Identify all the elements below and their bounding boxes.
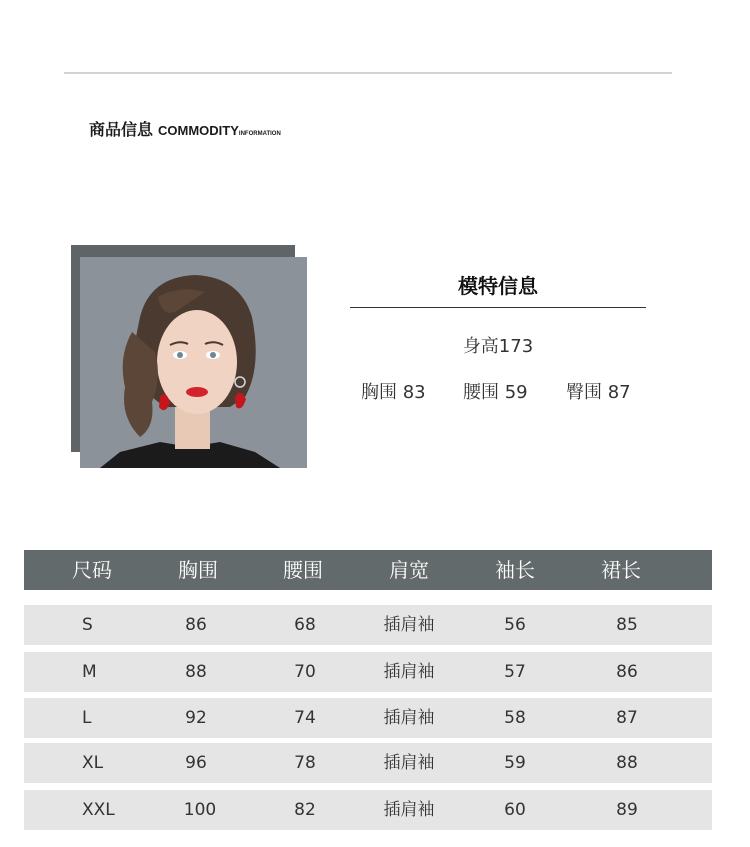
- cell-shoulder: 插肩袖: [383, 708, 435, 728]
- cell-skirt-length: 87: [616, 708, 638, 728]
- cell-waist: 78: [294, 753, 316, 773]
- cell-size: M: [82, 662, 97, 682]
- cell-sleeve: 57: [504, 662, 526, 682]
- cell-size: XXL: [82, 800, 115, 820]
- cell-waist: 68: [294, 615, 316, 635]
- cell-bust: 92: [185, 708, 207, 728]
- header-waist: 腰围: [283, 558, 323, 582]
- table-row: [24, 743, 712, 783]
- section-title-en: COMMODITY: [158, 123, 239, 138]
- model-height: 身高173: [462, 336, 534, 357]
- header-bust: 胸围: [178, 558, 218, 582]
- cell-shoulder: 插肩袖: [383, 753, 435, 773]
- cell-waist: 74: [294, 708, 316, 728]
- cell-sleeve: 58: [504, 708, 526, 728]
- cell-bust: 96: [185, 753, 207, 773]
- header-skirt-length: 裙长: [601, 558, 641, 582]
- cell-sleeve: 59: [504, 753, 526, 773]
- table-row: [24, 790, 712, 830]
- model-info-title: 模特信息: [458, 274, 538, 298]
- section-title-en-small: INFORMATION: [238, 131, 281, 137]
- model-portrait-image: [80, 257, 307, 468]
- cell-shoulder: 插肩袖: [383, 800, 435, 820]
- cell-skirt-length: 89: [616, 800, 638, 820]
- table-row: [24, 698, 712, 738]
- cell-sleeve: 56: [504, 615, 526, 635]
- section-heading: [89, 117, 281, 140]
- cell-skirt-length: 86: [616, 662, 638, 682]
- cell-bust: 88: [185, 662, 207, 682]
- section-title-cn: 商品信息: [89, 120, 154, 139]
- cell-size: XL: [82, 753, 104, 773]
- top-divider: [64, 72, 672, 74]
- size-table-header: [24, 550, 712, 590]
- cell-bust: 86: [185, 615, 207, 635]
- header-size: 尺码: [72, 558, 112, 582]
- model-bust: 胸围 83: [361, 382, 426, 403]
- cell-bust: 100: [183, 800, 217, 820]
- model-info-divider: [350, 307, 646, 308]
- model-photo: [80, 257, 307, 468]
- cell-shoulder: 插肩袖: [383, 662, 435, 682]
- cell-waist: 70: [294, 662, 316, 682]
- cell-sleeve: 60: [504, 800, 526, 820]
- cell-skirt-length: 88: [616, 753, 638, 773]
- header-sleeve: 袖长: [495, 558, 535, 582]
- cell-shoulder: 插肩袖: [383, 615, 435, 635]
- model-waist: 腰围 59: [463, 382, 528, 403]
- table-row: [24, 605, 712, 645]
- cell-waist: 82: [294, 800, 316, 820]
- model-hip: 臀围 87: [566, 382, 631, 403]
- cell-skirt-length: 85: [616, 615, 638, 635]
- cell-size: S: [82, 615, 93, 635]
- header-shoulder: 肩宽: [389, 558, 429, 582]
- table-row: [24, 652, 712, 692]
- cell-size: L: [82, 708, 92, 728]
